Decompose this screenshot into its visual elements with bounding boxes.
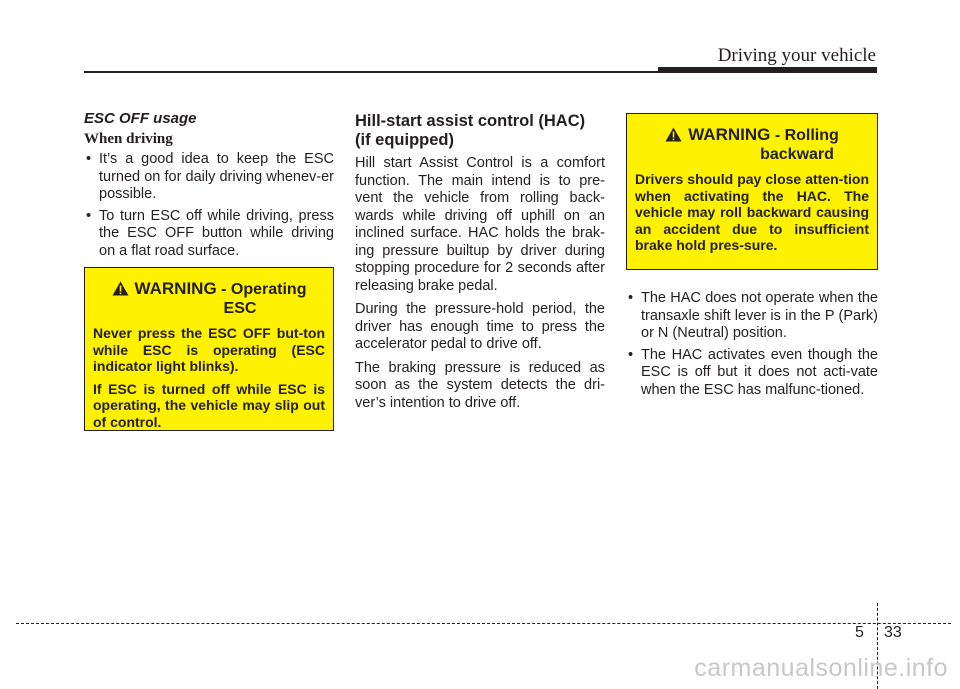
- footer-rule: [16, 623, 951, 624]
- bullet-item: • To turn ESC off while driving, press the ESC OFF button while driving on a flat road surface.: [84, 208, 334, 261]
- column-left: [84, 110, 334, 264]
- page-number: 33: [884, 624, 902, 641]
- warning-title-line1: - Operating: [221, 281, 307, 298]
- paragraph: The braking pressure is reduced as soon as the system detects the dri-ver’s intention to drive off.: [355, 359, 605, 411]
- warning-title-line2: ESC: [223, 300, 257, 317]
- header-title: Driving your vehicle: [717, 45, 876, 66]
- warning-word: WARNING: [688, 125, 771, 144]
- warning-text: Never press the ESC OFF but-ton while ESC is operating (ESC indicator light blinks).: [93, 325, 325, 374]
- paragraph: During the pressure-hold period, the driver has enough time to press the accelerator pedal to drive off.: [355, 301, 605, 352]
- watermark: carmanualsonline.info: [694, 654, 948, 682]
- warning-title-line1: - Rolling: [774, 127, 839, 144]
- bullet-list-hac: [626, 290, 878, 399]
- paragraph: Hill start Assist Control is a comfort function. The main intend is to pre-vent the vehicle from rolling back-wards while driving off uphill on an inclined surface. HAC holds the brak-ing pressure builtup by driver during stopping procedure for 2 seconds after releasing brake pedal.: [355, 155, 605, 294]
- chapter-number: 5: [855, 624, 864, 641]
- warning-title-line2: backward: [760, 146, 834, 163]
- bullet-item: • The HAC does not operate when the transaxle shift lever is in the P (Park) or N (Neutral) position.: [626, 290, 878, 343]
- subheading-when-driving: When driving: [84, 131, 173, 147]
- warning-text: Drivers should pay close atten-tion when activating the HAC. The vehicle may roll backward causing an accident due to insufficient brake hold pres-sure.: [635, 171, 869, 253]
- section-heading-hac: Hill-start assist control (HAC) (if equipped): [355, 112, 586, 149]
- warning-box-operating-esc: [84, 267, 334, 431]
- subheading-esc-off-usage: ESC OFF usage: [84, 110, 197, 127]
- warning-heading: [93, 280, 325, 317]
- header-rule-accent: [658, 67, 877, 73]
- column-right: [626, 290, 878, 403]
- bullet-list-esc: [84, 151, 334, 260]
- warning-word: WARNING: [134, 279, 217, 298]
- warning-heading: [635, 126, 869, 163]
- bullet-item: • The HAC activates even though the ESC is off but it does not acti-vate when the ESC has malfunc-tioned.: [626, 347, 878, 400]
- bullet-item: • It’s a good idea to keep the ESC turned on for daily driving whenev-er possible.: [84, 151, 334, 204]
- column-middle: [355, 112, 605, 418]
- warning-triangle-icon: [665, 127, 682, 146]
- header-rule: [84, 71, 660, 73]
- warning-triangle-icon: [112, 281, 129, 300]
- warning-box-rolling-backward: [626, 113, 878, 270]
- warning-text: If ESC is turned off while ESC is operating, the vehicle may slip out of control.: [93, 380, 325, 430]
